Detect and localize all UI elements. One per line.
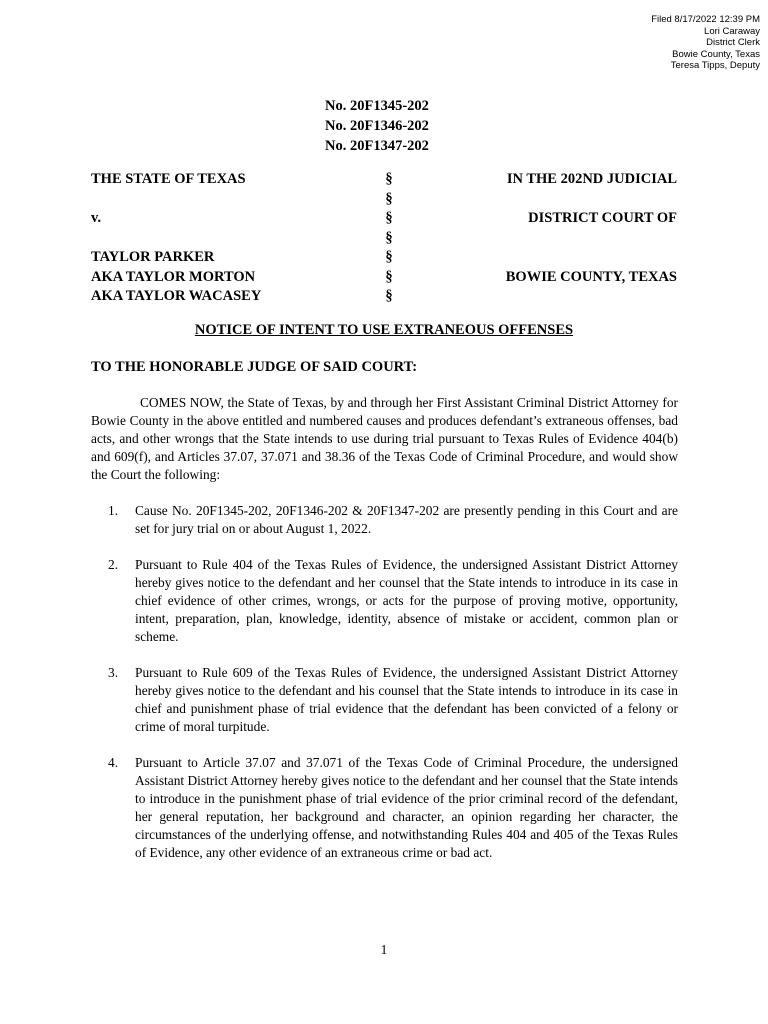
list-item: [108, 502, 678, 538]
salutation: TO THE HONORABLE JUDGE OF SAID COURT:: [91, 359, 418, 375]
caption-right-line: BOWIE COUNTY, TEXAS: [505, 268, 677, 285]
list-item-number: 4.: [108, 755, 119, 770]
list-item: [108, 664, 678, 736]
intro-paragraph: COMES NOW, the State of Texas, by and through her First Assistant Criminal District Attorney for Bowie County in the above entitled and numbered causes and produces defendant’s extraneous offenses, bad acts, and other wrongs that the State intends to use during trial pursuant to Texas Rules of Evidence 404(b) and 609(f), and Articles 37.07, 37.071 and 38.36 of the Texas Code of Criminal Procedure, and would show the Court the following:: [91, 395, 678, 482]
caption-left-line: THE STATE OF TEXAS: [91, 171, 246, 187]
list-item-text: Pursuant to Rule 404 of the Texas Rules of Evidence, the undersigned Assistant District Attorney hereby gives notice to the defendant and her counsel that the State intends to introduce in its case in chief evidence of other crimes, wrongs, or acts for the purpose of proving motive, opportunity, intent, preparation, plan, knowledge, identity, absence of mistake or accident, common plan or scheme.: [135, 557, 678, 644]
section-mark: §: [385, 288, 393, 304]
filed-stamp-line: Lori Caraway: [704, 25, 760, 37]
list-item-text: Pursuant to Article 37.07 and 37.071 of the Texas Code of Criminal Procedure, the undersigned Assistant District Attorney hereby gives notice to the defendant and her counsel that the State intends to introduce in the punishment phase of trial evidence of the prior criminal record of the defendant, her general reputation, her background and character, an opinion regarding her character, the circumstances of the underlying offense, and notwithstanding Rules 404 and 405 of the Texas Rules of Evidence, any other evidence of an extraneous crime or bad act.: [135, 755, 678, 860]
caption-right-line: IN THE 202ND JUDICIAL: [506, 171, 677, 187]
section-mark: §: [385, 249, 393, 265]
list-item-text: Pursuant to Rule 609 of the Texas Rules of Evidence, the undersigned Assistant District Attorney hereby gives notice to the defendant and his counsel that the State intends to introduce in its case in chief and punishment phase of trial evidence that the defendant has been convicted of a felony or crime of moral turpitude.: [135, 665, 678, 734]
intro-paragraph-block: [91, 394, 678, 484]
filed-stamp-line: Teresa Tipps, Deputy: [670, 60, 760, 71]
case-number: No. 20F1347-202: [325, 138, 429, 154]
caption-left-line: AKA TAYLOR WACASEY: [91, 288, 262, 304]
filed-stamp-line: Filed 8/17/2022 12:39 PM: [651, 14, 760, 25]
caption-right-line: [417, 229, 677, 249]
document-title: NOTICE OF INTENT TO USE EXTRANEOUS OFFENSES: [194, 322, 574, 338]
caption-right-line: [417, 190, 677, 210]
caption-left-line: [91, 229, 351, 249]
filed-stamp-line: Bowie County, Texas: [672, 48, 760, 60]
page-number: 1: [380, 942, 388, 957]
caption-court: [417, 170, 677, 307]
list-item-number: 2.: [108, 557, 119, 572]
list-item-number: 1.: [108, 503, 119, 518]
caption-parties: [91, 170, 351, 307]
section-mark: §: [385, 190, 393, 207]
caption-left-line: [91, 190, 351, 210]
caption-right-line: [417, 248, 677, 268]
section-mark: §: [385, 268, 393, 285]
filed-stamp: [651, 14, 760, 72]
list-item-text: Cause No. 20F1345-202, 20F1346-202 & 20F1347-202 are presently pending in this Court and are set for jury trial on or about August 1, 2022.: [135, 503, 678, 536]
list-item: [108, 754, 678, 862]
caption-left-line: v.: [91, 210, 102, 226]
case-number: No. 20F1345-202: [325, 98, 429, 114]
filed-stamp-line: District Clerk: [706, 37, 760, 48]
list-item: [108, 556, 678, 646]
case-numbers: [325, 96, 429, 156]
section-mark: §: [385, 229, 393, 246]
case-number: No. 20F1346-202: [325, 118, 429, 134]
list-item-number: 3.: [108, 665, 119, 680]
caption-right-line: [417, 287, 677, 307]
caption-right-line: DISTRICT COURT OF: [528, 210, 677, 226]
caption-left-line: TAYLOR PARKER: [91, 249, 215, 265]
section-mark: §: [385, 171, 393, 187]
caption-section-marks: [379, 170, 399, 307]
caption-left-line: AKA TAYLOR MORTON: [91, 268, 256, 285]
section-mark: §: [385, 210, 393, 226]
